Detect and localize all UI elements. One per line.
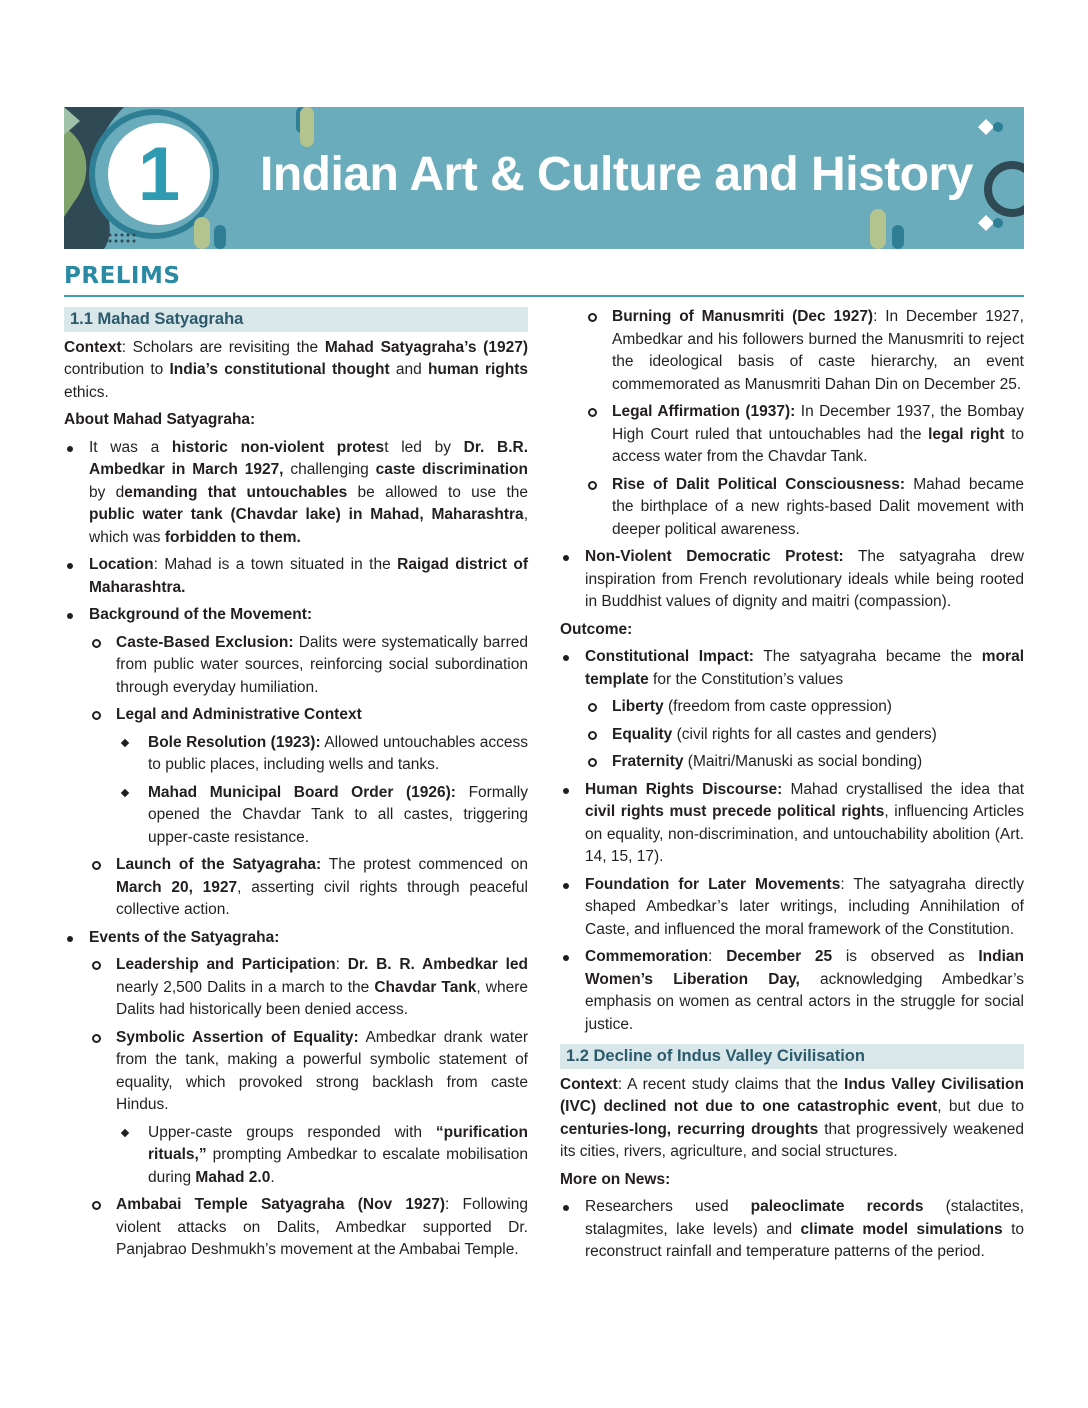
more-on-news-heading: More on News: xyxy=(560,1170,671,1188)
about-list xyxy=(64,437,528,1262)
context-paragraph: Context: Scholars are revisiting the Mahad Satyagraha’s (1927) contribution to India’s constitutional thought and human rights ethics. xyxy=(64,338,528,401)
list-item: Location: Mahad is a town situated in the Raigad district of Maharashtra. xyxy=(64,554,528,599)
chapter-number: 1 xyxy=(108,123,210,225)
list-item: Commemoration: December 25 is observed as Indian Women’s Liberation Day, acknowledging Ambedkar’s emphasis on women as central actors in the struggle for social justice. xyxy=(560,946,1024,1036)
outcome-list xyxy=(560,646,1024,1036)
list-item: Human Rights Discourse: Mahad crystallised the idea that civil rights must precede political rights, influencing Articles on equality, non-discrimination, and untouchability abolition (Art. 14, 15, 17). xyxy=(560,779,1024,869)
about-heading: About Mahad Satyagraha: xyxy=(64,411,256,428)
prelims-label: PRELIMS xyxy=(64,263,181,289)
events-continued-list xyxy=(560,306,1024,614)
list-item: Symbolic Assertion of Equality: Ambedkar drank water from the tank, making a powerful symbolic statement of equality, which provoked strong backlash from caste Hindus. xyxy=(64,1027,528,1117)
list-item: Legal Affirmation (1937): In December 1937, the Bombay High Court ruled that untouchables had the legal right to access water from the Chavdar Tank. xyxy=(560,401,1024,469)
list-item: Rise of Dalit Political Consciousness: Mahad became the birthplace of a new rights-based Dalit movement with deeper political awareness. xyxy=(560,474,1024,542)
list-item: It was a historic non-violent protest led by Dr. B.R. Ambedkar in March 1927, challenging caste discrimination by demanding that untouchables be allowed to use the public water tank (Chavdar lake) in Mahad, Maharashtra, which was forbidden to them. xyxy=(64,437,528,550)
list-item: Constitutional Impact: The satyagraha became the moral template for the Constitution’s values xyxy=(560,646,1024,691)
right-column xyxy=(560,306,1024,1269)
section-heading-mahad: 1.1 Mahad Satyagraha xyxy=(64,307,528,332)
list-item: Burning of Manusmriti (Dec 1927): In December 1927, Ambedkar and his followers burned the Manusmriti to reject the ideological basis of caste hierarchy, an event commemorated as Manusmriti Dahan Din on December 25. xyxy=(560,306,1024,396)
news-list xyxy=(560,1196,1024,1264)
chapter-banner xyxy=(64,107,1024,249)
list-item: Background of the Movement: xyxy=(64,604,528,627)
ivc-context-paragraph: Context: A recent study claims that the Indus Valley Civilisation (IVC) declined not due to one catastrophic event, but due to centuries-long, recurring droughts that progressively weakened its cities, rivers, agriculture, and social structures. xyxy=(560,1075,1025,1160)
prelims-header xyxy=(64,263,1024,297)
left-column xyxy=(64,306,528,1267)
chapter-title: Indian Art & Culture and History xyxy=(260,148,973,201)
list-item: Equality (civil rights for all castes and genders) xyxy=(560,724,1024,747)
list-item: Bole Resolution (1923): Allowed untouchables access to public places, including wells and tanks. xyxy=(64,732,528,777)
list-item: Events of the Satyagraha: xyxy=(64,927,528,950)
list-item: Fraternity (Maitri/Manuski as social bonding) xyxy=(560,751,1024,774)
list-item: Leadership and Participation: Dr. B. R. Ambedkar led nearly 2,500 Dalits in a march to the Chavdar Tank, where Dalits had historically been denied access. xyxy=(64,954,528,1022)
list-item: Non-Violent Democratic Protest: The satyagraha drew inspiration from French revolutionary ideals while being rooted in Buddhist values of dignity and maitri (compassion). xyxy=(560,546,1024,614)
list-item: Launch of the Satyagraha: The protest commenced on March 20, 1927, asserting civil rights through peaceful collective action. xyxy=(64,854,528,922)
section-heading-ivc: 1.2 Decline of Indus Valley Civilisation xyxy=(560,1044,1024,1069)
list-item: Legal and Administrative Context xyxy=(64,704,528,727)
list-item: Upper-caste groups responded with “purification rituals,” prompting Ambedkar to escalate mobilisation during Mahad 2.0. xyxy=(64,1122,528,1190)
list-item: Researchers used paleoclimate records (stalactites, stalagmites, lake levels) and climate model simulations to reconstruct rainfall and temperature patterns of the period. xyxy=(560,1196,1024,1264)
list-item: Ambabai Temple Satyagraha (Nov 1927): Following violent attacks on Dalits, Ambedkar supported Dr. Panjabrao Deshmukh’s movement at the Ambabai Temple. xyxy=(64,1194,528,1262)
list-item: Foundation for Later Movements: The satyagraha directly shaped Ambedkar’s later writings, including Annihilation of Caste, and influenced the moral framework of the Constitution. xyxy=(560,874,1024,942)
list-item: Caste-Based Exclusion: Dalits were systematically barred from public water sources, reinforcing social subordination through everyday humiliation. xyxy=(64,632,528,700)
list-item: Mahad Municipal Board Order (1926): Formally opened the Chavdar Tank to all castes, triggering upper-caste resistance. xyxy=(64,782,528,850)
list-item: Liberty (freedom from caste oppression) xyxy=(560,696,1024,719)
outcome-heading: Outcome: xyxy=(560,620,633,638)
